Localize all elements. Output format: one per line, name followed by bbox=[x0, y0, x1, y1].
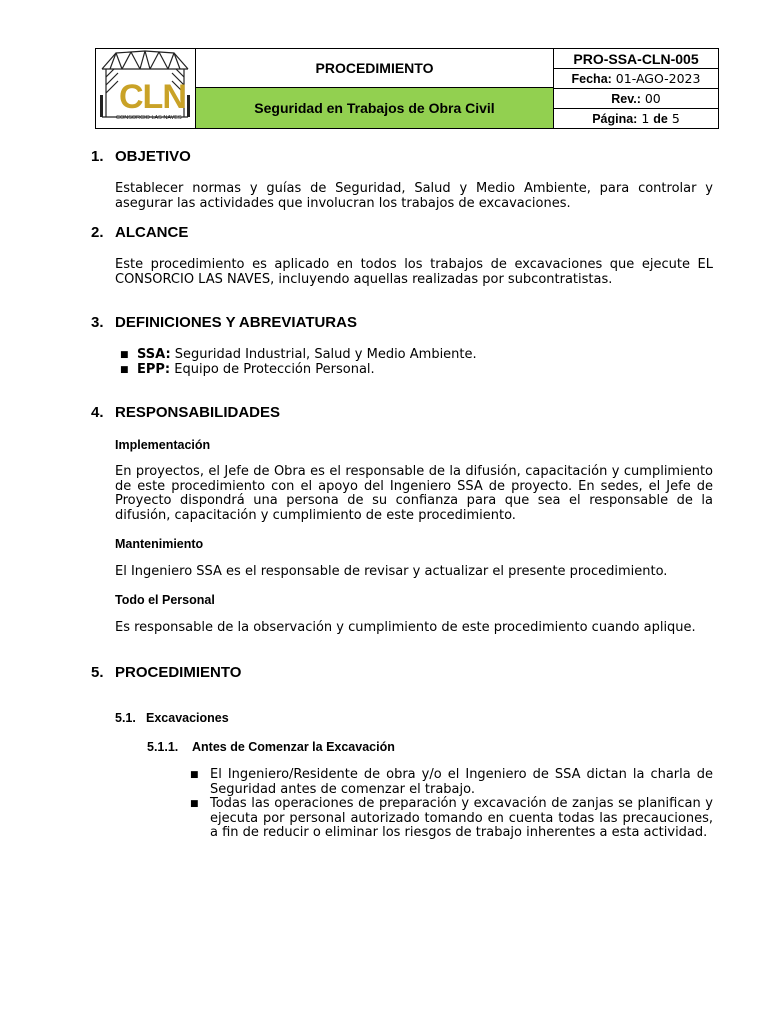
subheading-title: Antes de Comenzar la Excavación bbox=[192, 740, 395, 754]
subsection-text-todo-personal: Es responsable de la observación y cumplimiento de este procedimiento cuando aplique. bbox=[115, 620, 696, 635]
bullet-square-icon: ■ bbox=[120, 364, 129, 375]
section-number: 4. bbox=[91, 404, 104, 421]
page-current: 1 bbox=[641, 111, 650, 126]
section-number: 3. bbox=[91, 314, 104, 331]
logo-text: CLN bbox=[119, 78, 186, 116]
section-title: RESPONSABILIDADES bbox=[115, 404, 281, 421]
section-number: 1. bbox=[91, 148, 104, 165]
doc-type-title: PROCEDIMIENTO bbox=[195, 48, 554, 88]
section-text-alcance: Este procedimiento es aplicado en todos los trabajos de excavaciones que ejecute EL CONSORCIO LAS NAVES, incluyendo aquellas realizadas por subcontratistas. bbox=[115, 257, 713, 287]
bullet-square-icon: ■ bbox=[190, 770, 199, 780]
document-header bbox=[95, 48, 719, 129]
section-title: OBJETIVO bbox=[115, 148, 191, 165]
subheading-excavaciones bbox=[115, 711, 229, 725]
subsection-text-mantenimiento: El Ingeniero SSA es el responsable de revisar y actualizar el presente procedimiento. bbox=[115, 564, 668, 579]
page-label: Página: bbox=[592, 111, 638, 126]
doc-page-cell bbox=[553, 108, 719, 129]
section-heading-alcance bbox=[91, 224, 188, 241]
list-item bbox=[120, 363, 477, 378]
section-heading-procedimiento bbox=[91, 664, 241, 681]
section-title: PROCEDIMIENTO bbox=[115, 664, 242, 681]
list-item bbox=[190, 796, 713, 841]
bullet-text: Todas las operaciones de preparación y excavación de zanjas se planifican y ejecuta por personal autorizado tomando en cuenta todas las precauciones, a fin de reducir o eliminar los riesgos de trabajo inherentes a esta actividad. bbox=[210, 796, 713, 840]
definitions-list bbox=[120, 348, 477, 377]
subheading-title: Excavaciones bbox=[146, 711, 229, 725]
company-logo bbox=[95, 48, 195, 129]
section-heading-responsabilidades bbox=[91, 404, 280, 421]
subheading-number: 5.1.1. bbox=[147, 740, 179, 754]
doc-rev-cell bbox=[553, 88, 719, 109]
doc-date-cell bbox=[553, 68, 719, 89]
doc-subtitle: Seguridad en Trabajos de Obra Civil bbox=[195, 87, 554, 129]
page-total: 5 bbox=[671, 111, 680, 126]
section-title: ALCANCE bbox=[115, 224, 189, 241]
list-item bbox=[120, 348, 477, 363]
section-heading-objetivo bbox=[91, 148, 191, 165]
doc-code-cell bbox=[553, 48, 719, 69]
bullet-text: El Ingeniero/Residente de obra y/o el Ingeniero de SSA dictan la charla de Seguridad antes de comenzar el trabajo. bbox=[210, 767, 713, 797]
definition-term: SSA: bbox=[137, 347, 171, 362]
bullet-square-icon: ■ bbox=[190, 799, 199, 809]
definition-desc: Seguridad Industrial, Salud y Medio Ambiente. bbox=[170, 347, 477, 362]
section-text-objetivo: Establecer normas y guías de Seguridad, Salud y Medio Ambiente, para controlar y asegurar las actividades que involucran los trabajos de excavaciones. bbox=[115, 181, 713, 211]
definition-desc: Equipo de Protección Personal. bbox=[170, 361, 375, 377]
subsection-text-implementacion: En proyectos, el Jefe de Obra es el responsable de la difusión, capacitación y cumplimiento de este procedimiento con el apoyo del Ingeniero SSA de proyecto. En sedes, el Jefe de Proyecto dispondrá una persona de su confianza para que sea el responsable de la difusión, capacitación y cumplimiento de este procedimiento. bbox=[115, 464, 713, 523]
section-heading-definiciones bbox=[91, 314, 357, 331]
subheading-number: 5.1. bbox=[115, 711, 136, 725]
definition-term: EPP: bbox=[137, 361, 171, 377]
subsection-title-todo-personal: Todo el Personal bbox=[115, 593, 215, 607]
section-number: 2. bbox=[91, 224, 104, 241]
doc-code: PRO-SSA-CLN-005 bbox=[573, 50, 699, 67]
list-item bbox=[190, 767, 713, 797]
section-title: DEFINICIONES Y ABREVIATURAS bbox=[115, 314, 357, 331]
bullet-square-icon: ■ bbox=[120, 350, 129, 360]
rev-value: 00 bbox=[644, 91, 661, 106]
procedure-bullet-list bbox=[190, 767, 713, 841]
logo-subtext: CONSORCIO LAS NAVES bbox=[116, 115, 182, 121]
page-de: de bbox=[653, 111, 668, 126]
date-value: 01-AGO-2023 bbox=[615, 71, 701, 86]
subsection-title-mantenimiento: Mantenimiento bbox=[115, 537, 204, 551]
date-label: Fecha: bbox=[571, 71, 612, 86]
subsection-title-implementacion: Implementación bbox=[115, 438, 211, 452]
rev-label: Rev.: bbox=[611, 91, 641, 106]
section-number: 5. bbox=[91, 664, 104, 681]
subheading-antes-de-comenzar bbox=[147, 740, 395, 754]
